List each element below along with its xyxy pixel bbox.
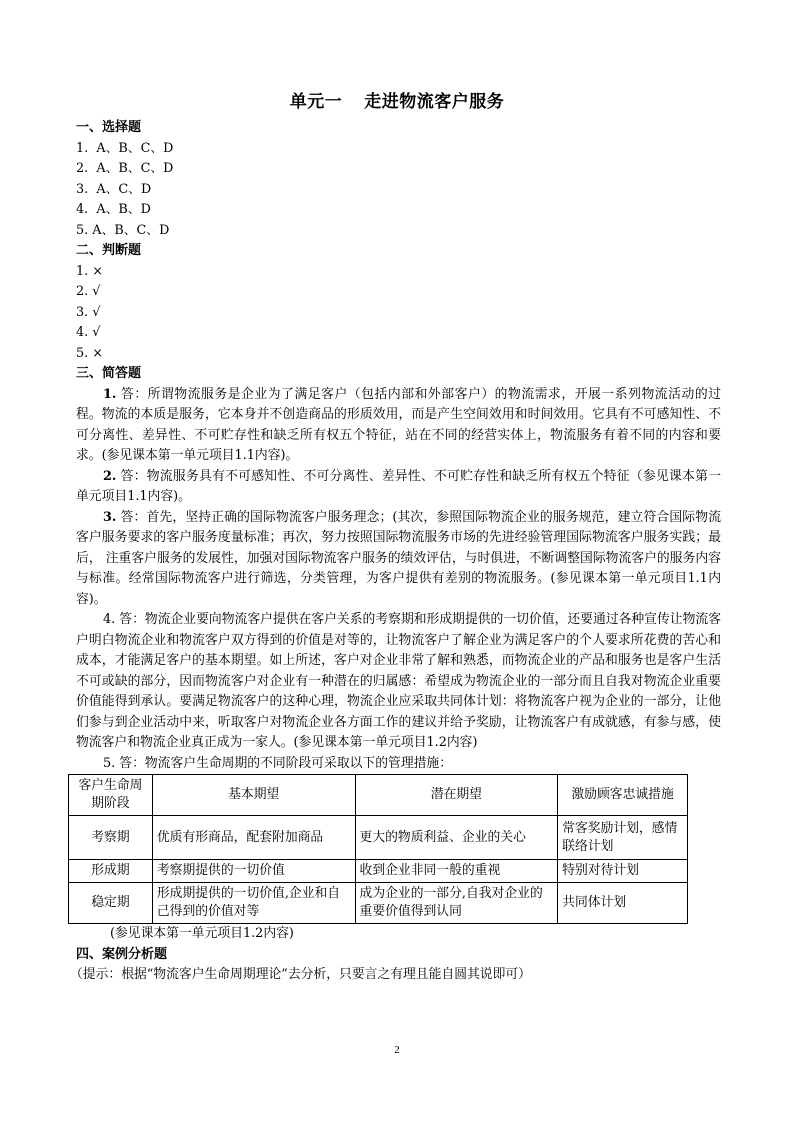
answer-text: 答：物流服务具有不可感知性、不可分离性、差异性、不可贮存性和缺乏所有权五个特征（参见课本第一单元项目1.1内容)。 [76, 468, 721, 504]
short-answer-4 [76, 610, 721, 754]
table-header-row [69, 775, 688, 816]
table-cell: 更大的物质利益、企业的关心 [355, 816, 558, 860]
table-cell: 稳定期 [69, 883, 153, 924]
choice-answer-3: 3. A、C、D [76, 181, 152, 197]
choice-answer-4: 4. A、B、D [76, 202, 151, 217]
table-cell: 考察期提供的一切价值 [152, 860, 355, 883]
table-cell: 收到企业非同一般的重视 [355, 860, 558, 883]
table-cell: 成为企业的一部分,自我对企业的重要价值得到认同 [355, 883, 558, 924]
table-cell: 优质有形商品，配套附加商品 [152, 816, 355, 860]
table-row [69, 816, 688, 860]
section-heading-judgment: 二、判断题 [76, 243, 142, 258]
answer-number: 3. [103, 509, 117, 525]
document-body [70, 118, 721, 986]
judgment-answer-1: 1. × [76, 263, 103, 279]
judgment-answer-5: 5. × [76, 345, 103, 361]
table-cell: 共同体计划 [558, 883, 688, 924]
judgment-answer-2: 2. √ [76, 284, 101, 299]
table-row [69, 860, 688, 883]
short-answer-2 [76, 467, 721, 508]
table-cell: 形成期提供的一切价值,企业和自己得到的价值对等 [152, 883, 355, 924]
table-cell: 考察期 [69, 816, 153, 860]
answer-number: 5. [103, 755, 116, 771]
answer-text: 答：所谓物流服务是企业为了满足客户（包括内部和外部客户）的物流需求，开展一系列物流活动的过程。物流的本质是服务，它本身并不创造商品的形质效用，而是产生空间效用和时间效用。它具有不可感知性、不可分离性、差异性、不可贮存性和缺乏所有权五个特征，站在不同的经营实体上，物流服务有着不同的内容和要求。(参见课本第一单元项目1.1内容)。 [76, 386, 721, 463]
page-title [0, 87, 794, 112]
table-header-cell: 激励顾客忠诚措施 [558, 775, 688, 816]
short-answer-5 [76, 754, 721, 775]
table-header-cell: 潜在期望 [355, 775, 558, 816]
page-number: 2 [394, 1044, 400, 1056]
choice-answer-2: 2. A、B、C、D [76, 161, 174, 176]
answer-text: 答：首先，坚持正确的国际物流客户服务理念；(其次，参照国际物流企业的服务规范，建立符合国际物流客户服务要求的客户服务度量标准；再次，努力按照国际物流服务市场的先进经验管理国际物流客户服务实践；最后， 注重客户服务的发展性，加强对国际物流客户服务的绩效评估，与时俱进，不断调整国际物流客户的服务内容与标准。经常国际物流客户进行筛选，分类管理，为客户提供有差别的物流服务。(参见课本第一单元项目1.1内容)。 [76, 509, 721, 607]
lifecycle-measures-table [68, 774, 688, 924]
judgment-answer-3: 3. √ [76, 304, 101, 320]
choice-answer-5: 5. A、B、C、D [76, 222, 170, 238]
answer-text: 答：物流企业要向物流客户提供在客户关系的考察期和形成期提供的一切价值，还要通过各种宣传让物流客户明白物流企业和物流客户双方得到的价值是对等的，让物流客户了解企业为满足客户的个人要求所花费的苦心和成本，才能满足客户的基本期望。如上所述，客户对企业非常了解和熟悉，而物流企业的产品和服务也是客户生活不可或缺的部分，因而物流客户对企业有一种潜在的归属感：希望成为物流企业的一部分而且自我对物流企业重要价值能得到承认。要满足物流客户的这种心理，物流企业应采取共同体计划：将物流客户视为企业的一部分，让他们参与到企业活动中来，听取客户对物流企业各方面工作的建议并给予奖励，让物流客户有成就感，有参与感，使物流客户和物流企业真正成为一家人。(参见课本第一单元项目1.2内容) [76, 612, 721, 750]
table-row [69, 883, 688, 924]
table-cell: 常客奖励计划，感情联络计划 [558, 816, 688, 860]
choice-answer-1: 1. A、B、C、D [76, 140, 174, 156]
answer-number: 1. [103, 386, 117, 402]
table-reference-note: (参见课本第一单元项目1.2内容) [110, 926, 294, 941]
short-answer-1 [76, 385, 721, 467]
answer-number: 2. [103, 468, 117, 484]
table-cell: 形成期 [69, 860, 153, 883]
title-unit: 单元一 [289, 92, 343, 112]
section-heading-case-analysis: 四、案例分析题 [76, 946, 168, 962]
section-heading-choice: 一、选择题 [76, 120, 142, 135]
title-text: 走进物流客户服务 [364, 92, 505, 112]
case-analysis-hint: （提示：根据“物流客户生命周期理论”去分析，只要言之有理且能自圆其说即可） [70, 967, 531, 982]
section-heading-short-answer: 三、简答题 [76, 366, 142, 381]
table-header-cell: 客户生命周期阶段 [69, 775, 153, 816]
short-answer-3 [76, 508, 721, 611]
judgment-answer-4: 4. √ [76, 325, 101, 340]
table-cell: 特别对待计划 [558, 860, 688, 883]
table-header-cell: 基本期望 [152, 775, 355, 816]
answer-text: 答：物流客户生命周期的不同阶段可采取以下的管理措施： [115, 755, 453, 771]
answer-number: 4. [103, 612, 116, 627]
